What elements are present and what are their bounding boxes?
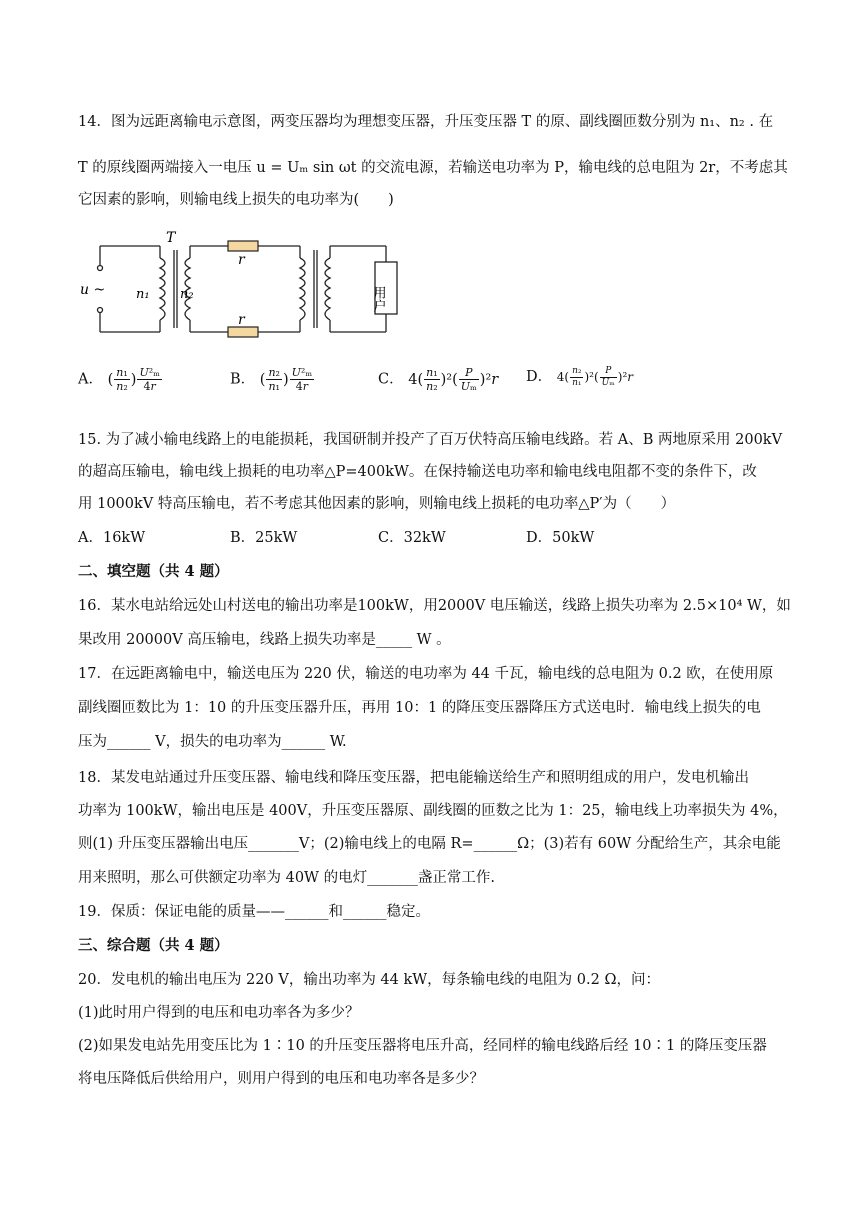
section-fill-blank-heading: 二、填空题（共 4 题） (78, 563, 229, 580)
q19-line-1: 19．保质：保证电能的质量——______和______稳定。 (78, 904, 430, 920)
formula-b: ( $\frac{\text{n₂}}{\text{n₁}}$ ) $\frac{\text{U²ₘ}}{4r}$ (259, 366, 313, 393)
load-label: 用户 (370, 286, 386, 312)
formula-d: 4( $\frac{\text{n₂}}{\text{n₁}}$ )²( $\frac{P}{\text{Uₘ}}$ )²r (556, 366, 634, 388)
formula-c: 4( $\frac{\text{n₁}}{\text{n₂}}$ )²( $\frac{P}{\text{Uₘ}}$ )²r (408, 366, 499, 393)
q15-option-b[interactable]: B．25kW (230, 530, 298, 546)
q14-line-2: T 的原线圈两端接入一电压 u = Uₘ sin ωt 的交流电源，若输送电功率为 P，输电线的总电阻为 2r，不考虑其 (78, 160, 788, 176)
q20-line-4: 将电压降低后供给用户，则用户得到的电压和电功率各是多少？ (78, 1071, 484, 1087)
q14-line-3: 它因素的影响，则输电线上损失的电功率为( ) (78, 192, 394, 208)
q14-option-d[interactable]: D． 4( $\frac{\text{n₂}}{\text{n₁}}$ )²( $\frac{P}{\text{Uₘ}}$ )²r (526, 366, 634, 388)
transformer-label: T (166, 230, 176, 246)
resistor-bottom (228, 327, 258, 337)
resistor-top (228, 241, 258, 251)
r-top-label: r (238, 252, 245, 268)
q20-line-3: (2)如果发电站先用变压比为 1∶10 的升压变压器将电压升高，经同样的输电线路后经 10∶1 的降压变压器 (78, 1038, 767, 1054)
q14-line-1: 14．图为远距离输电示意图，两变压器均为理想变压器，升压变压器 T 的原、副线圈匝数分别为 n₁、n₂ . 在 (78, 114, 774, 130)
source-label: u ~ (80, 282, 106, 298)
q14-option-a[interactable]: A． ( $\frac{\text{n₁}}{\text{n₂}}$ ) $\frac{\text{U²ₘ}}{4r}$ (78, 366, 163, 393)
q17-line-1: 17．在远距离输电中，输送电压为 220 伏，输送的电功率为 44 千瓦，输电线的总电阻为 0.2 欧，在使用原 (78, 666, 774, 682)
formula-a: ( $\frac{\text{n₁}}{\text{n₂}}$ ) $\frac{\text{U²ₘ}}{4r}$ (107, 366, 160, 393)
q16-line-1: 16．某水电站给远处山村送电的输出功率是100kW，用2000V 电压输送，线路上损失功率为 2.5×10⁴ W，如 (78, 598, 791, 614)
q17-line-2: 副线圈匝数比为 1：10 的升压变压器升压，再用 10：1 的降压变压器降压方式送电时．输电线上损失的电 (78, 700, 761, 716)
q18-line-4: 用来照明，那么可供额定功率为 40W 的电灯_______盏正常工作. (78, 870, 495, 886)
q20-line-2: (1)此时用户得到的电压和电功率各为多少？ (78, 1005, 360, 1021)
q18-line-2: 功率为 100kW，输出电压是 400V，升压变压器原、副线圈的匝数之比为 1：25，输电线上功率损失为 4%， (78, 803, 788, 819)
q17-line-3: 压为______ V，损失的电功率为______ W. (78, 734, 347, 750)
q15-line-3: 用 1000kV 特高压输电，若不考虑其他因素的影响，则输电线上损耗的电功率△P′为（ ） (78, 496, 676, 512)
section-comprehensive-heading: 三、综合题（共 4 题） (78, 937, 229, 954)
q15-option-d[interactable]: D．50kW (526, 530, 595, 546)
q20-line-1: 20．发电机的输出电压为 220 V，输出功率为 44 kW，每条输电线的电阻为 0.2 Ω，问： (78, 972, 660, 988)
q18-line-3: 则(1) 升压变压器输出电压_______V；(2)输电线上的电隔 R=______Ω；(3)若有 60W 分配给生产，其余电能 (78, 836, 781, 852)
q15-option-c[interactable]: C．32kW (378, 530, 446, 546)
q16-line-2: 果改用 20000V 高压输电，线路上损失功率是_____ W 。 (78, 632, 451, 648)
q15-line-1: 15. 为了减小输电线路上的电能损耗，我国研制并投产了百万伏特高压输电线路。若 A、B 两地原采用 200kV (78, 432, 783, 448)
q15-line-2: 的超高压输电，输电线上损耗的电功率△P=400kW。在保持输送电功率和输电线电阻都不变的条件下，改 (78, 464, 757, 480)
n2-label: n₂ (180, 287, 194, 302)
q14-option-b[interactable]: B． ( $\frac{\text{n₂}}{\text{n₁}}$ ) $\frac{\text{U²ₘ}}{4r}$ (230, 366, 315, 393)
q18-line-1: 18．某发电站通过升压变压器、输电线和降压变压器，把电能输送给生产和照明组成的用户，发电机输出 (78, 770, 749, 786)
q15-option-a[interactable]: A．16kW (78, 530, 146, 546)
q14-option-c[interactable]: C． 4( $\frac{\text{n₁}}{\text{n₂}}$ )²( $\frac{P}{\text{Uₘ}}$ )²r (378, 366, 499, 393)
transmission-circuit-diagram (78, 228, 408, 340)
n1-label: n₁ (136, 287, 150, 302)
r-bottom-label: r (238, 312, 245, 328)
